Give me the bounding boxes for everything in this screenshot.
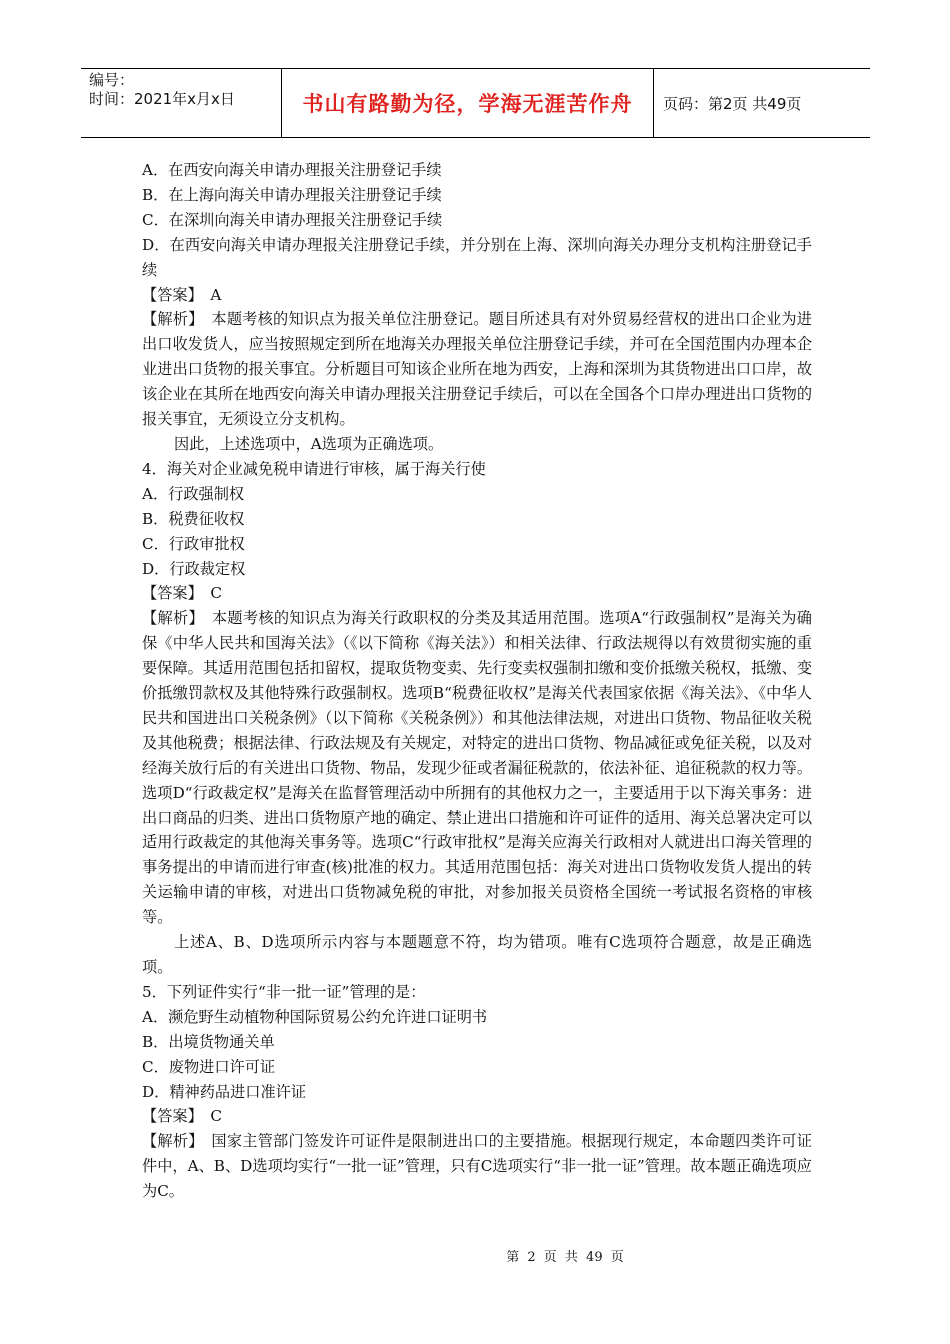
- question-4: 4．海关对企业减免税申请进行审核，属于海关行使: [142, 459, 486, 478]
- option-c: C．在深圳向海关申请办理报关注册登记手续: [142, 210, 443, 229]
- explanation: 【解析】 本题考核的知识点为海关行政职权的分类及其适用范围。选项A“行政强制权”是海关为确保《中华人民共和国海关法》（《以下简称《海关法》）和相关法律、行政法规得以有效贯彻实施的重要保障。其适用范围包括扣留权，提取货物变卖、先行变卖权强制扣缴和变价抵缴关税权，抵缴、变价抵缴罚款权及其他特殊行政强制权。选项B“税费征收权”是海关代表国家依据《海关法》、《中华人民共和国进出口关税条例》（以下简称《关税条例》）和其他法律法规，对进出口货物、物品征收关税及其他税费；根据法律、行政法规及有关规定，对特定的进出口货物、物品减征或免征关税，以及对经海关放行后的有关进出口货物、物品，发现少征或者漏征税款的，依法补征、追征税款的权力等。选项D“行政裁定权”是海关在监督管理活动中所拥有的其他权力之一，主要适用于以下海关事务：进出口商品的归类、进出口货物原产地的确定、禁止进出口措施和许可证件的适用、海关总署决定可以适用行政裁定的其他海关事务等。选项C“行政审批权”是海关应海关行政相对人就进出口海关管理的事务提出的申请而进行审查(核)批准的权力。其适用范围包括：海关对进出口货物收发货人提出的转关运输申请的审核，对进出口货物减免税的审批，对参加报关员资格全国统一考试报名资格的审核等。: [142, 609, 812, 927]
- document-number-label: 编号：: [89, 71, 135, 89]
- option-a: A．在西安向海关申请办理报关注册登记手续: [142, 161, 442, 179]
- document-body: [142, 158, 812, 1204]
- option-b: B．税费征收权: [142, 509, 245, 528]
- option-a: A．行政强制权: [142, 484, 245, 503]
- document-date: 时间：2021年x月x日: [89, 90, 235, 108]
- answer: 【答案】 C: [142, 584, 222, 603]
- question-5: 5．下列证件实行“非一批一证”管理的是：: [142, 982, 426, 1001]
- conclusion: 上述A、B、D选项所示内容与本题题意不符，均为错项。唯有C选项符合题意，故是正确选项。: [142, 933, 812, 976]
- option-a: A．濒危野生动植物种国际贸易公约允许进口证明书: [142, 1007, 488, 1026]
- option-d: D．行政裁定权: [142, 559, 246, 578]
- option-d: D．在西安向海关申请办理报关注册登记手续，并分别在上海、深圳向海关办理分支机构注册登记手续: [142, 235, 812, 279]
- option-b: B．出境货物通关单: [142, 1032, 275, 1051]
- explanation: 【解析】 本题考核的知识点为报关单位注册登记。题目所述具有对外贸易经营权的进出口企业为进出口收发货人，应当按照规定到所在地海关办理报关单位注册登记手续，并可在全国范围内办理本企业进出口货物的报关事宜。分析题目可知该企业所在地为西安，上海和深圳为其货物进出口口岸，故该企业在其所在地西安向海关申请办理报关注册登记手续后，可以在全国各个口岸办理进出口货物的报关事宜，无须设立分支机构。: [142, 310, 812, 429]
- page-footer: 第 2 页 共 49 页: [506, 1250, 624, 1265]
- header-page-info: 页码：第2页 共49页: [663, 94, 802, 113]
- option-b: B．在上海向海关申请办理报关注册登记手续: [142, 185, 442, 204]
- header-motto: 书山有路勤为径，学海无涯苦作舟: [281, 69, 654, 137]
- answer: 【答案】 C: [142, 1107, 222, 1126]
- option-d: D．精神药品进口准许证: [142, 1082, 307, 1101]
- answer: 【答案】 A: [142, 285, 222, 304]
- page-header: [81, 68, 870, 138]
- option-c: C．废物进口许可证: [142, 1057, 276, 1076]
- explanation: 【解析】 国家主管部门签发许可证件是限制进出口的主要措施。根据现行规定，本命题四类许可证件中，A、B、D选项均实行“一批一证”管理，只有C选项实行“非一批一证”管理。故本题正确选项应为C。: [142, 1132, 812, 1201]
- conclusion: 因此，上述选项中，A选项为正确选项。: [174, 434, 444, 453]
- header-meta: [81, 69, 281, 137]
- option-c: C．行政审批权: [142, 534, 245, 553]
